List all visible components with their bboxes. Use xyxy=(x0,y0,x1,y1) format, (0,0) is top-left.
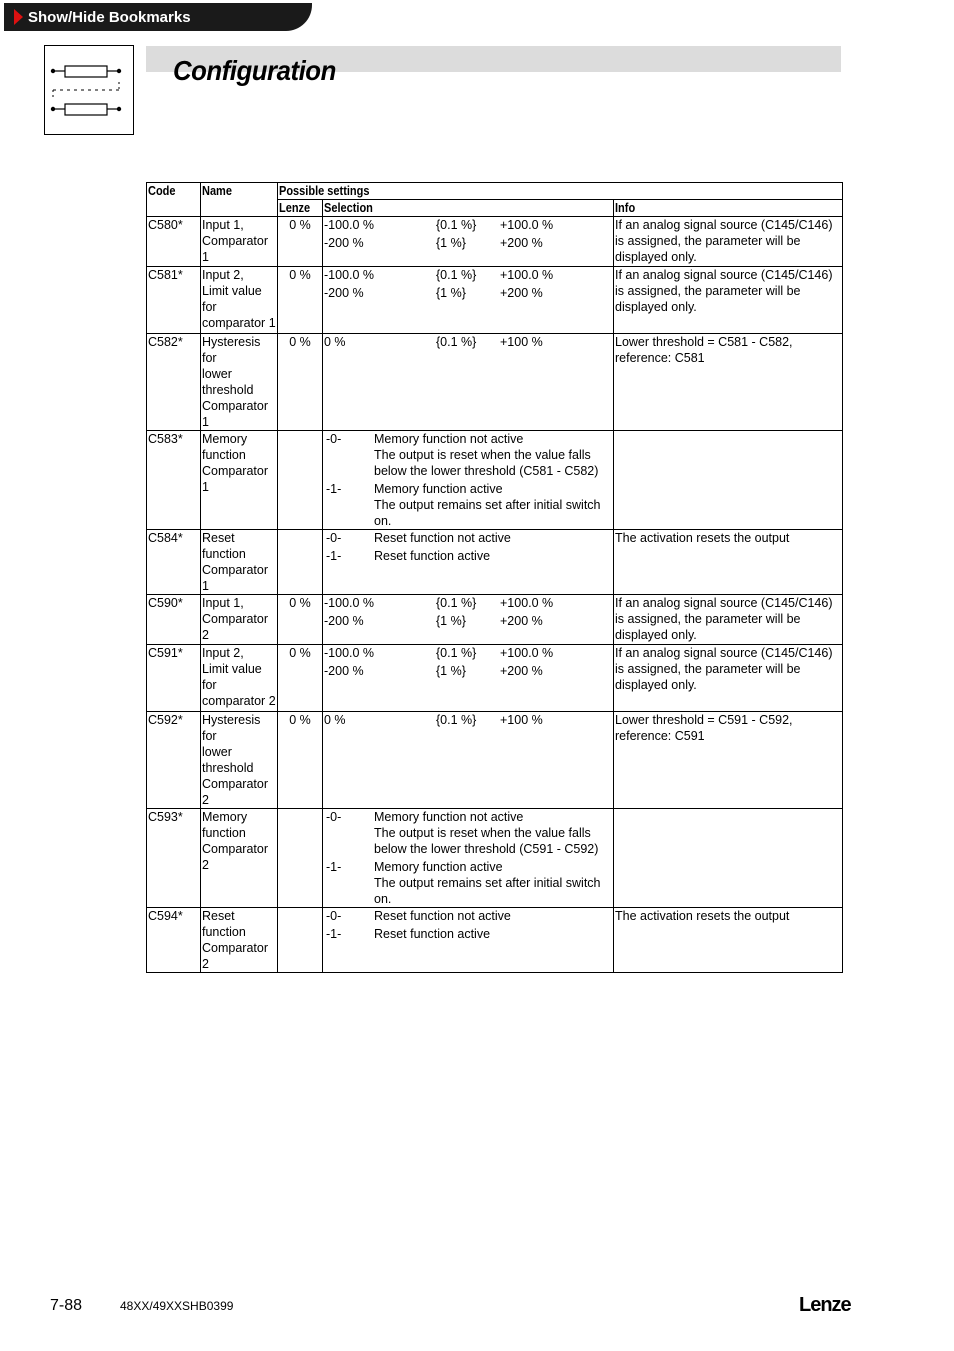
header-code: Code xyxy=(147,183,201,217)
selection-cell xyxy=(323,908,614,973)
selection-option: -1- Memory function active The output remains set after initial switch on. xyxy=(326,482,601,528)
table-row xyxy=(147,595,843,645)
selection-cell xyxy=(323,267,614,334)
selection-option: -0- Reset function not active xyxy=(326,909,511,923)
info-cell: If an analog signal source (C145/C146) is assigned, the parameter will be displayed only. xyxy=(614,217,843,267)
name-cell: Reset function Comparator 1 xyxy=(201,530,278,595)
selection-option: -1- Memory function active The output remains set after initial switch on. xyxy=(326,860,601,906)
info-cell xyxy=(614,809,843,908)
code-cell: C580* xyxy=(147,217,201,267)
info-cell: If an analog signal source (C145/C146) is assigned, the parameter will be displayed only. xyxy=(614,267,843,334)
lenze-cell xyxy=(278,809,323,908)
selection-range: 0 % {0.1 %} +100 % xyxy=(324,335,543,349)
selection-option: -1- Reset function active xyxy=(326,549,491,563)
selection-range: -200 % {1 %} +200 % xyxy=(324,286,543,300)
page-number: 7-88 xyxy=(50,1297,83,1314)
lenze-cell: 0 % xyxy=(278,595,323,645)
table-row xyxy=(147,334,843,431)
bookmark-arrow-icon xyxy=(14,9,23,25)
table-row xyxy=(147,712,843,809)
selection-option: -0- Memory function not active The output is reset when the value falls below the lower threshold (C581 - C582) xyxy=(326,432,599,478)
selection-cell xyxy=(323,431,614,530)
code-cell: C584* xyxy=(147,530,201,595)
info-cell: Lower threshold = C591 - C592, reference: C591 xyxy=(614,712,843,809)
selection-option: -0- Memory function not active The output is reset when the value falls below the lower threshold (C591 - C592) xyxy=(326,810,599,856)
lenze-cell: 0 % xyxy=(278,645,323,712)
lenze-cell: 0 % xyxy=(278,712,323,809)
table-row xyxy=(147,267,843,334)
header-name: Name xyxy=(201,183,278,217)
table-row xyxy=(147,645,843,712)
info-cell: Lower threshold = C581 - C582, reference: C581 xyxy=(614,334,843,431)
info-cell: The activation resets the output xyxy=(614,530,843,595)
selection-cell xyxy=(323,217,614,267)
code-cell: C583* xyxy=(147,431,201,530)
info-cell xyxy=(614,431,843,530)
header-lenze: Lenze xyxy=(278,200,323,217)
info-cell: The activation resets the output xyxy=(614,908,843,973)
selection-cell xyxy=(323,530,614,595)
lenze-cell xyxy=(278,530,323,595)
lenze-cell xyxy=(278,908,323,973)
name-cell: Input 1, Comparator 2 xyxy=(201,595,278,645)
bookmarks-label: Show/Hide Bookmarks xyxy=(28,8,191,26)
name-cell: Hysteresis for lower threshold Comparator 1 xyxy=(201,334,278,431)
table-row xyxy=(147,431,843,530)
table-row xyxy=(147,908,843,973)
document-id: 48XX/49XXSHB0399 xyxy=(120,1299,234,1313)
selection-option: -0- Reset function not active xyxy=(326,531,511,545)
selection-range: -200 % {1 %} +200 % xyxy=(324,236,543,250)
lenze-cell: 0 % xyxy=(278,217,323,267)
selection-cell xyxy=(323,595,614,645)
selection-range: -200 % {1 %} +200 % xyxy=(324,614,543,628)
name-cell: Reset function Comparator 2 xyxy=(201,908,278,973)
page-title: Configuration xyxy=(173,55,336,86)
selection-cell xyxy=(323,712,614,809)
header-info: Info xyxy=(614,200,843,217)
code-cell: C582* xyxy=(147,334,201,431)
code-cell: C592* xyxy=(147,712,201,809)
selection-cell xyxy=(323,809,614,908)
code-cell: C581* xyxy=(147,267,201,334)
name-cell: Input 2, Limit value for comparator 2 xyxy=(201,645,278,712)
function-block-icon xyxy=(45,46,133,134)
table-body xyxy=(147,217,843,973)
table-row xyxy=(147,809,843,908)
brand-logo: Lenze xyxy=(799,1294,851,1316)
selection-range: -100.0 % {0.1 %} +100.0 % xyxy=(324,596,554,610)
code-cell: C590* xyxy=(147,595,201,645)
selection-option: -1- Reset function active xyxy=(326,927,491,941)
configuration-table xyxy=(146,182,843,973)
selection-cell xyxy=(323,334,614,431)
table-row xyxy=(147,217,843,267)
info-cell: If an analog signal source (C145/C146) is assigned, the parameter will be displayed only. xyxy=(614,645,843,712)
header-selection: Selection xyxy=(323,200,614,217)
code-cell: C594* xyxy=(147,908,201,973)
lenze-cell: 0 % xyxy=(278,334,323,431)
show-hide-bookmarks-button[interactable] xyxy=(4,3,312,31)
code-cell: C591* xyxy=(147,645,201,712)
selection-range: -200 % {1 %} +200 % xyxy=(324,664,543,678)
lenze-cell: 0 % xyxy=(278,267,323,334)
name-cell: Memory function Comparator 1 xyxy=(201,431,278,530)
selection-range: -100.0 % {0.1 %} +100.0 % xyxy=(324,646,554,660)
header-possible-settings: Possible settings xyxy=(278,183,843,200)
name-cell: Input 2, Limit value for comparator 1 xyxy=(201,267,278,334)
name-cell: Input 1, Comparator 1 xyxy=(201,217,278,267)
selection-range: 0 % {0.1 %} +100 % xyxy=(324,713,543,727)
selection-range: -100.0 % {0.1 %} +100.0 % xyxy=(324,268,554,282)
info-cell: If an analog signal source (C145/C146) is assigned, the parameter will be displayed only. xyxy=(614,595,843,645)
selection-range: -100.0 % {0.1 %} +100.0 % xyxy=(324,218,554,232)
section-icon-box xyxy=(44,45,134,135)
lenze-cell xyxy=(278,431,323,530)
name-cell: Memory function Comparator 2 xyxy=(201,809,278,908)
name-cell: Hysteresis for lower threshold Comparator 2 xyxy=(201,712,278,809)
code-cell: C593* xyxy=(147,809,201,908)
table-row xyxy=(147,530,843,595)
selection-cell xyxy=(323,645,614,712)
